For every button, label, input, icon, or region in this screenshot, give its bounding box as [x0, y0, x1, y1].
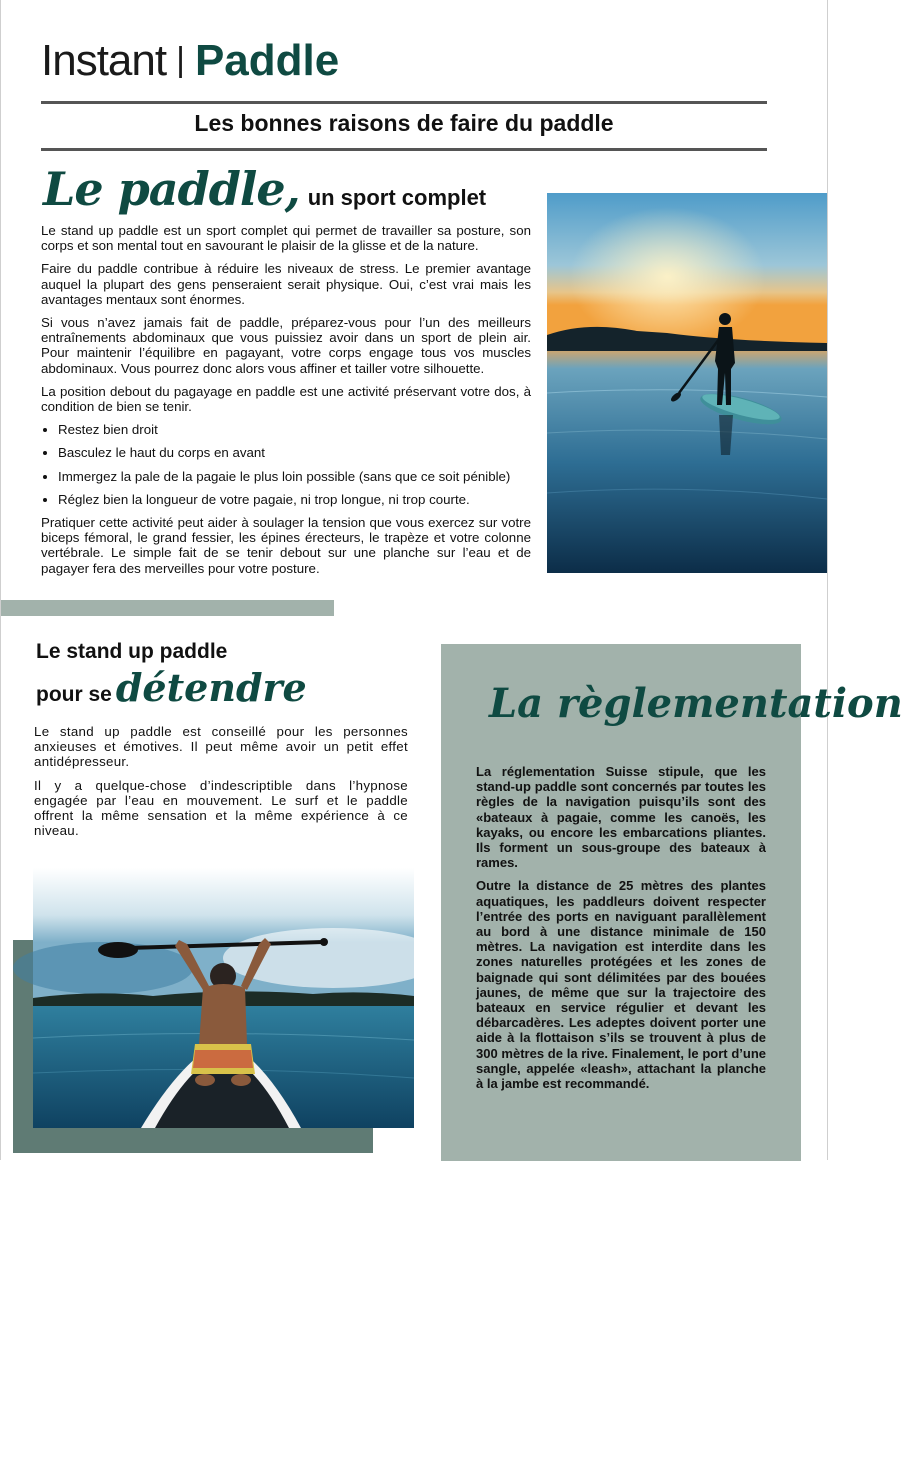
section1-heading-script: Le paddle,	[43, 162, 300, 216]
page-subtitle: Les bonnes raisons de faire du paddle	[194, 110, 614, 136]
section2-heading-line2	[36, 666, 307, 717]
regulation-paragraph: Outre la distance de 25 mètres des plantes aquatiques, les paddleurs doivent respecter l’entrée des ports en naviguant parallèlement au bord à une distance minimale de 150 mètres. La navigation est interdite dans les zones naturelles protégées et les zones de baignade qui sont délimitées par des bouées jaunes, de même que sur la trajectoire des bateaux en service régulier et devant les débarcadères. Les adeptes doivent porter une aide à la flottaison s’ils se trouvent à plus de 300 mètres de la rive. Finalement, le port d’une sangle, appelée «leash», attachant la planche à la jambe est recommandé.	[476, 878, 766, 1092]
section1-paragraph: Le stand up paddle est un sport complet qui permet de travailler sa posture, son corps et son mental tout en savourant le plaisir de la glisse et de la nature.	[41, 223, 531, 254]
section1-closing: Pratiquer cette activité peut aider à soulager la tension que vous exercez sur votre biceps fémoral, le grand fessier, les épines érecteurs, le trapèze et votre colonne vertébrale. Le simple fait de se tenir debout sur une planche sur l’eau et de pagayer fera des merveilles pour votre posture.	[41, 515, 531, 576]
section1-heading-tail: un sport complet	[307, 185, 487, 210]
brand-separator: |	[176, 41, 185, 79]
regulation-body	[476, 764, 766, 1099]
section1-paragraph: La position debout du pagayage en paddle est une activité préservant votre dos, à condition de bien se tenir.	[41, 383, 531, 415]
list-item: • Immergez la pale de la pagaie le plus loin possible (sans que ce soit pénible)	[58, 469, 531, 484]
posture-tips-list	[41, 422, 531, 507]
section1-body	[41, 223, 531, 584]
top-rule	[41, 101, 767, 104]
decorative-band	[1, 600, 334, 616]
kneeling-paddler-photo	[33, 868, 414, 1128]
list-item: • Réglez bien la longueur de votre pagaie, ni trop longue, ni trop courte.	[58, 492, 531, 507]
brand-bold: Paddle	[194, 36, 340, 85]
regulation-title: La règlementation	[489, 680, 903, 727]
section2-paragraph: Le stand up paddle est conseillé pour les personnes anxieuses et émotives. Il peut même avoir un petit effet antidépresseur.	[34, 724, 408, 770]
section2-body	[34, 724, 408, 846]
section1-paragraph: Faire du paddle contribue à réduire les niveaux de stress. Le premier avantage auquel la plupart des gens penseraient serait physique. Oui, c’est vrai mais les avantages mentaux sont énormes.	[41, 261, 531, 307]
list-item: • Basculez le haut du corps en avant	[58, 445, 531, 460]
sunset-paddle-photo	[547, 193, 827, 573]
bottom-rule	[41, 148, 767, 151]
regulation-box	[441, 644, 903, 1161]
section1-paragraph: Si vous n’avez jamais fait de paddle, préparez-vous pour l’un des meilleurs entraînements abdominaux que vous puissiez avoir dans un sport de plein air. Pour maintenir l’équilibre en pagayant, votre corps engage tous vos muscles abdominaux. Vous pourrez donc alors vous affiner et tailler votre silhouette.	[41, 315, 531, 376]
list-item: • Restez bien droit	[58, 422, 531, 437]
regulation-paragraph: La réglementation Suisse stipule, que les stand-up paddle sont concernés par toutes les règles de la navigation puisqu’ils sont des «bateaux à pagaie, comme les canoës, les kayaks, ou encore les embarcations pliantes. Ils forment un sous-groupe des bateaux à rames.	[476, 764, 766, 871]
brand-light: Instant	[41, 36, 167, 85]
section1-heading	[43, 162, 486, 216]
section2-heading	[36, 638, 307, 717]
section2-heading-script: détendre	[115, 665, 307, 710]
section2-paragraph: Il y a quelque-chose d’indescriptible dans l’hypnose engagée par l’eau en mouvement. Le surf et le paddle offrent la même sensation et la même expérience à ce niveau.	[34, 777, 408, 839]
section2-heading-line1: Le stand up paddle	[36, 640, 228, 663]
section2-heading-pre: pour se	[36, 683, 112, 706]
brand-logo	[41, 36, 339, 89]
